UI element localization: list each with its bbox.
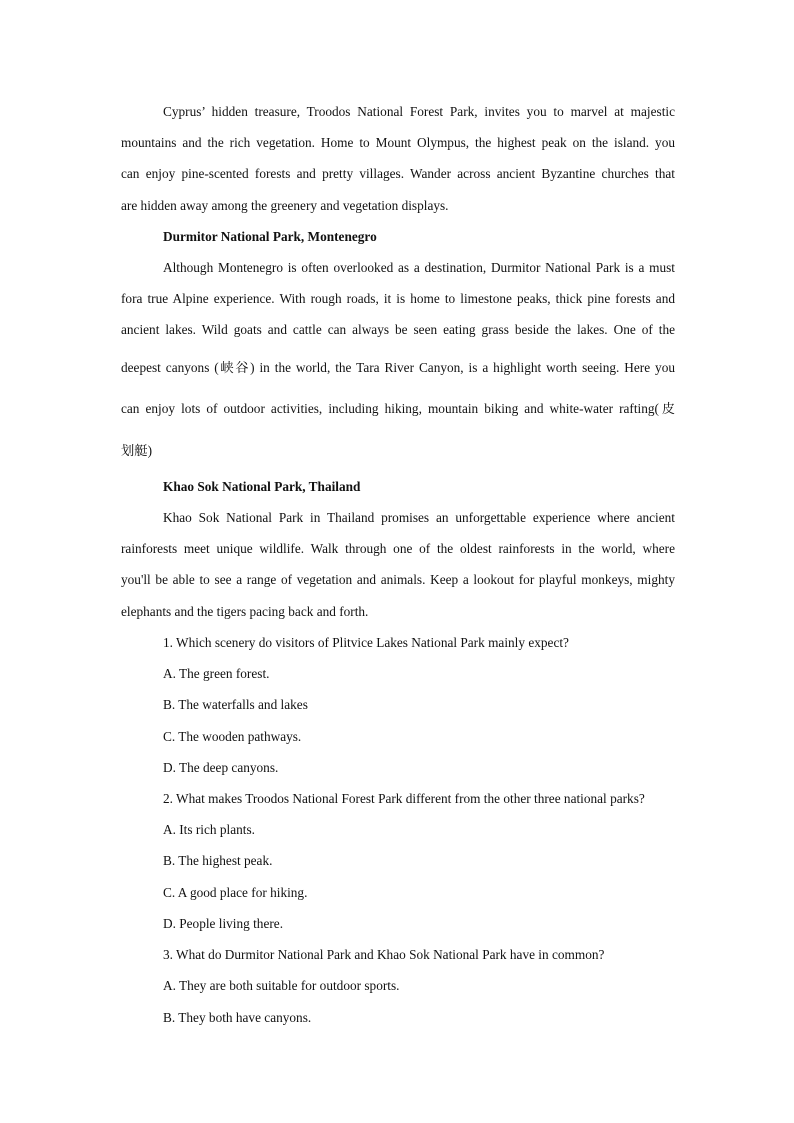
khao-sok-heading: Khao Sok National Park, Thailand bbox=[163, 479, 361, 494]
question-1-option-c: C. The wooden pathways. bbox=[163, 729, 302, 744]
khao-sok-line-2: rainforests meet unique wildlife. Walk through one of the oldest rainforests in the world, where bbox=[121, 541, 675, 556]
question-1-option-b: B. The waterfalls and lakes bbox=[163, 697, 308, 712]
durmitor-line-3: ancient lakes. Wild goats and cattle can always be seen eating grass beside the lakes. One of the bbox=[121, 322, 675, 337]
question-1-stem: 1. Which scenery do visitors of Plitvice Lakes National Park mainly expect? bbox=[163, 635, 569, 650]
durmitor-line-5: can enjoy lots of outdoor activities, including hiking, mountain biking and white-water rafting(皮 bbox=[121, 401, 675, 416]
khao-sok-line-3: you'll be able to see a range of vegetation and animals. Keep a lookout for playful monkeys, mighty bbox=[121, 572, 675, 587]
question-1-option-a: A. The green forest. bbox=[163, 666, 270, 681]
question-2-stem: 2. What makes Troodos National Forest Park different from the other three national parks? bbox=[163, 791, 645, 806]
durmitor-line-4: deepest canyons (峡谷) in the world, the Tara River Canyon, is a highlight worth seeing. Here you bbox=[121, 360, 675, 375]
question-3-option-a: A. They are both suitable for outdoor sports. bbox=[163, 978, 400, 993]
question-2-option-a: A. Its rich plants. bbox=[163, 822, 255, 837]
question-2-option-d: D. People living there. bbox=[163, 916, 284, 931]
khao-sok-line-1: Khao Sok National Park in Thailand promises an unforgettable experience where ancient bbox=[163, 510, 675, 525]
durmitor-line-2: fora true Alpine experience. With rough roads, it is home to limestone peaks, thick pine forests and bbox=[121, 291, 675, 306]
troodos-line-1: Cyprus’ hidden treasure, Troodos National Forest Park, invites you to marvel at majestic bbox=[163, 104, 675, 119]
question-2-option-c: C. A good place for hiking. bbox=[163, 885, 308, 900]
question-3-option-b: B. They both have canyons. bbox=[163, 1010, 312, 1025]
khao-sok-line-4: elephants and the tigers pacing back and forth. bbox=[121, 604, 369, 619]
durmitor-line-1: Although Montenegro is often overlooked as a destination, Durmitor National Park is a must bbox=[163, 260, 675, 275]
question-3-stem: 3. What do Durmitor National Park and Khao Sok National Park have in common? bbox=[163, 947, 605, 962]
troodos-line-3: can enjoy pine-scented forests and pretty villages. Wander across ancient Byzantine churches that bbox=[121, 166, 675, 181]
troodos-line-4: are hidden away among the greenery and vegetation displays. bbox=[121, 198, 449, 213]
question-2-option-b: B. The highest peak. bbox=[163, 853, 273, 868]
durmitor-line-6: 划艇) bbox=[121, 443, 153, 458]
question-1-option-d: D. The deep canyons. bbox=[163, 760, 279, 775]
troodos-line-2: mountains and the rich vegetation. Home to Mount Olympus, the highest peak on the island. you bbox=[121, 135, 675, 150]
durmitor-heading: Durmitor National Park, Montenegro bbox=[163, 229, 377, 244]
